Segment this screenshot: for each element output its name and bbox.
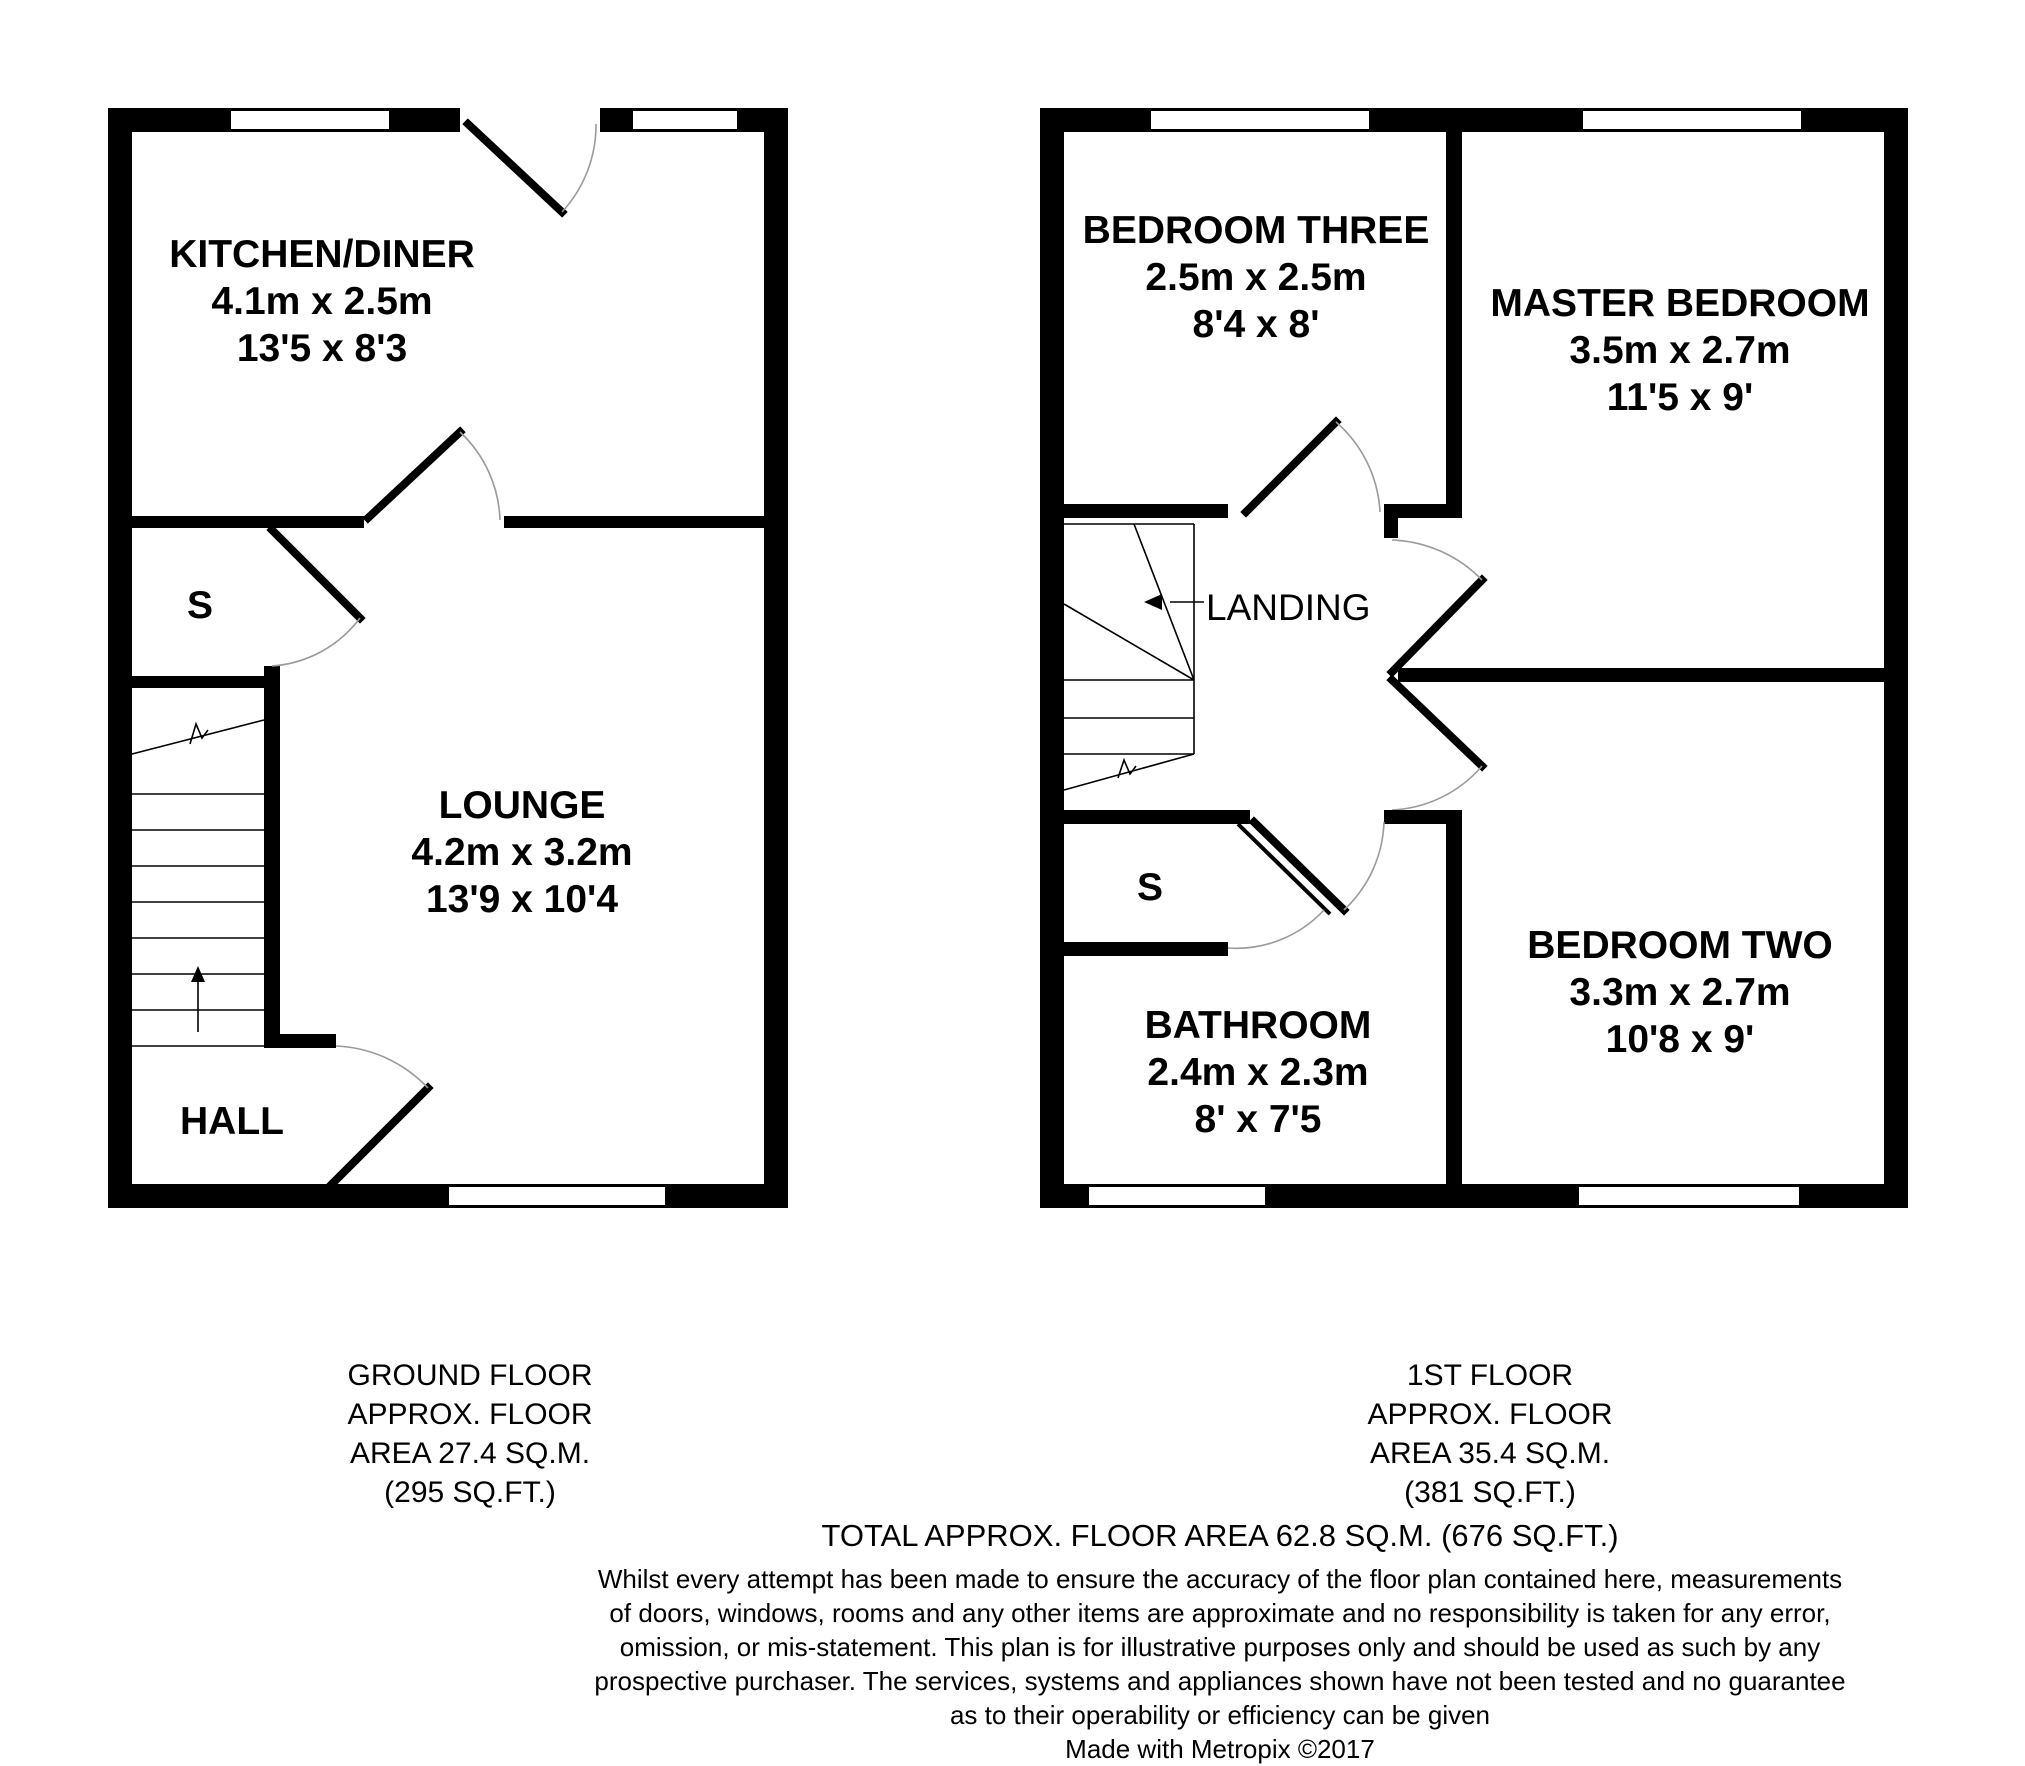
credit: Made with Metropix ©2017 [1065,1734,1375,1764]
room-label-storage: S [1136,866,1164,909]
storage-door-swing [272,618,360,666]
room-metric: 3.5m x 2.7m [1569,329,1791,372]
storage-wall [132,676,272,688]
room-label-bedroom-three [1083,209,1430,346]
front-door-swing [336,1046,428,1088]
ground-west-wall [108,108,132,1208]
room-label-kitchen-diner [169,233,475,370]
first-floor-plan [1040,108,1908,1208]
disclaimer-line: as to their operability or efficiency can be given [949,1700,1491,1730]
ground-staircase [132,720,264,1046]
caption-line: GROUND FLOOR [347,1359,593,1392]
lounge-window [448,1186,666,1206]
bathroom-window [1088,1186,1266,1206]
bedroom-three-door [1246,422,1336,512]
kitchen-door [368,432,460,518]
bathroom-door-swing [1344,822,1384,910]
room-imperial: 8' x 7'5 [1194,1098,1322,1141]
storage-door [272,530,360,618]
caption-line: APPROX. FLOOR [1367,1398,1613,1431]
room-name: BEDROOM TWO [1527,924,1833,967]
room-imperial: 13'9 x 10'4 [425,878,619,921]
bedroom-two-door [1392,680,1482,766]
bedroom-two-west-wall [1446,810,1462,1184]
ground-east-wall [764,108,788,1208]
room-label-hall: HALL [180,1100,284,1143]
room-metric: 3.3m x 2.7m [1569,971,1791,1014]
front-door [332,1088,428,1184]
room-metric: 2.5m x 2.5m [1145,256,1367,299]
kitchen-partition-right [504,516,764,528]
first-west-wall [1040,108,1064,1208]
caption-line: (295 SQ.FT.) [384,1476,556,1509]
bedroom-three-door-swing [1336,422,1380,512]
caption-line: 1ST FLOOR [1406,1359,1574,1392]
room-label-bedroom-two [1527,924,1832,1061]
ground-floor-caption [270,1356,670,1512]
disclaimer [420,1562,2020,1766]
room-imperial: 10'8 x 9' [1605,1018,1755,1061]
bathroom-north-wall [1064,810,1250,824]
kitchen-partition-left [132,516,364,528]
room-imperial: 11'5 x 9' [1606,376,1754,419]
room-metric: 4.2m x 3.2m [411,831,633,874]
room-name: KITCHEN/DINER [169,233,475,276]
caption-line: APPROX. FLOOR [347,1398,593,1431]
bathroom-door [1254,822,1344,910]
ground-floor-plan [108,108,788,1208]
stair-wall [264,666,280,1046]
caption-line: (381 SQ.FT.) [1404,1476,1576,1509]
bedroom-two-north-stub [1384,810,1462,824]
master-bedroom-window [1582,110,1802,130]
kitchen-window-left [230,110,390,130]
caption-line: AREA 35.4 SQ.M. [1369,1437,1611,1470]
bedroom-two-window [1578,1186,1800,1206]
disclaimer-line: prospective purchaser. The services, systems and appliances shown have not been tested and no guarantee [594,1666,1846,1696]
stair-arrow-icon [1144,594,1162,610]
room-label-storage: S [186,584,214,627]
master-bedroom-door-swing [1392,540,1482,580]
back-door-swing [562,124,596,212]
first-staircase [1064,524,1204,790]
room-name: BEDROOM THREE [1082,209,1430,252]
storage-door-swing [1228,910,1324,948]
bedroom-three-south-wall [1064,504,1228,518]
room-imperial: 13'5 x 8'3 [236,327,408,370]
room-name: MASTER BEDROOM [1490,282,1870,325]
room-label-master-bedroom [1490,282,1869,419]
room-imperial: 8'4 x 8' [1192,303,1320,346]
bedroom-three-window [1150,110,1370,130]
disclaimer-line: Whilst every attempt has been made to ensure the accuracy of the floor plan contained here, measurements [597,1564,1843,1594]
room-name: BATHROOM [1144,1004,1372,1047]
room-metric: 4.1m x 2.5m [211,280,433,323]
master-bedroom-wall-stub [1384,506,1398,538]
hall-wall [264,1034,336,1048]
room-metric: 2.4m x 2.3m [1147,1051,1369,1094]
first-east-wall [1884,108,1908,1208]
bedroom-three-east-wall [1446,132,1462,506]
disclaimer-line: omission, or mis-statement. This plan is for illustrative purposes only and should be used as such by any [619,1632,1821,1662]
master-bedroom-south-wall [1398,668,1908,682]
first-floor-caption [1290,1356,1690,1512]
room-name: LOUNGE [438,784,606,827]
bedroom-two-door-swing [1392,766,1482,810]
caption-line: AREA 27.4 SQ.M. [349,1437,591,1470]
room-label-bathroom [1145,1004,1372,1141]
disclaimer-line: of doors, windows, rooms and any other items are approximate and no responsibility is taken for any error, [609,1598,1831,1628]
total-floor-area: TOTAL APPROX. FLOOR AREA 62.8 SQ.M. (676 SQ.FT.) [821,1518,1619,1553]
master-bedroom-door [1392,580,1482,672]
room-label-lounge [411,784,632,921]
back-door [468,124,562,212]
storage-south-wall [1064,942,1228,956]
room-label-landing: LANDING [1206,587,1371,628]
kitchen-door-swing [460,432,500,520]
kitchen-window-right [632,110,738,130]
